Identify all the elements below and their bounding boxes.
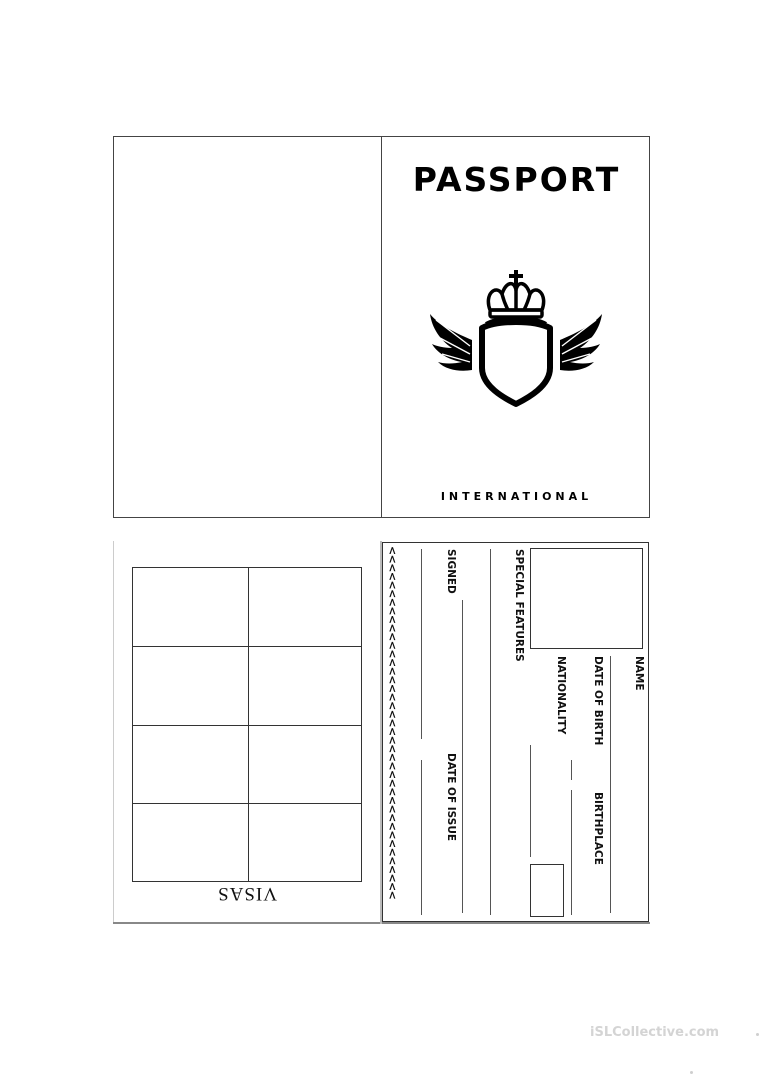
winged-crown-shield-icon bbox=[428, 268, 604, 408]
nationality-field-line bbox=[530, 745, 531, 857]
birthplace-label: BIRTHPLACE bbox=[592, 792, 604, 865]
signed-label: SIGNED bbox=[445, 549, 457, 594]
watermark: iSLCollective.com bbox=[590, 1025, 720, 1040]
visa-grid-divider bbox=[133, 803, 361, 804]
nationality-label: NATIONALITY bbox=[555, 656, 567, 735]
thumbprint-box bbox=[530, 864, 564, 917]
visas-label: VISAS bbox=[217, 883, 277, 904]
cover-fold-line bbox=[381, 136, 382, 518]
signed-field-line bbox=[462, 600, 463, 913]
name-label: NAME bbox=[633, 656, 645, 691]
field-line bbox=[571, 760, 572, 780]
field-line bbox=[571, 790, 572, 915]
signature-line bbox=[421, 549, 422, 739]
visa-grid-divider bbox=[133, 646, 361, 647]
date-of-birth-label: DATE OF BIRTH bbox=[592, 656, 604, 746]
inner-sheet-left-edge bbox=[113, 541, 114, 924]
decorative-dot bbox=[756, 1033, 759, 1036]
field-line bbox=[610, 656, 611, 913]
special-features-label: SPECIAL FEATURES bbox=[513, 549, 525, 662]
date-of-issue-label: DATE OF ISSUE bbox=[445, 753, 457, 842]
visa-grid-divider bbox=[133, 725, 361, 726]
passport-title: PASSPORT bbox=[412, 160, 621, 199]
cover-subtitle: INTERNATIONAL bbox=[440, 490, 593, 503]
visa-stamp-grid bbox=[132, 567, 362, 882]
decorative-dot bbox=[690, 1071, 693, 1074]
field-line bbox=[490, 549, 491, 915]
signature-line bbox=[421, 760, 422, 915]
photo-placeholder bbox=[530, 548, 643, 649]
machine-readable-chevrons: <<<<<<<<<<<<<<<<<<<<<<<<<<<<<<<<<<<<<<<<< bbox=[386, 546, 399, 900]
